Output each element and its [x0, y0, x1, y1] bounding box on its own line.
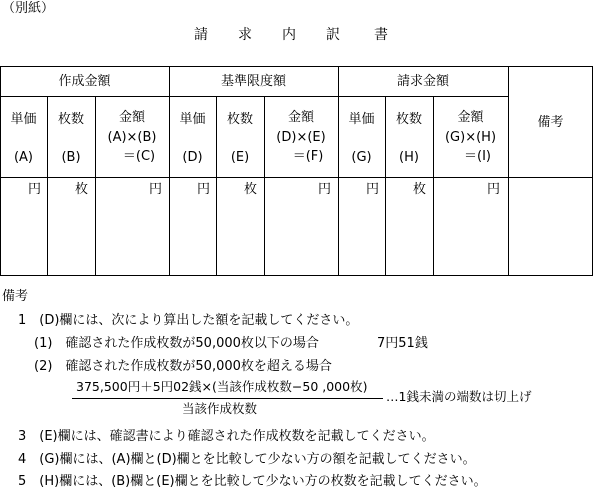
formula-denominator: 当該作成枚数	[182, 401, 258, 416]
formula-F-line2: ＝(F)	[292, 149, 324, 164]
table-rule-group	[0, 96, 508, 97]
group-header-claim-amount: 請求金額	[396, 74, 449, 89]
unit-sheets: 枚	[75, 182, 89, 197]
table-col-divider	[338, 66, 339, 276]
unit-yen: 円	[366, 182, 380, 197]
unit-yen: 円	[487, 182, 501, 197]
formula-C-line2: ＝(C)	[122, 149, 156, 164]
amount-header: 金額	[287, 110, 314, 125]
unit-yen: 円	[28, 182, 42, 197]
note-item-3: 3 (E)欄には、確認書により確認された作成枚数を記載してください。	[18, 429, 435, 444]
table-border-left	[0, 66, 1, 276]
label-A: (A)	[13, 150, 34, 165]
unit-sheets: 枚	[413, 182, 427, 197]
count-header: 枚数	[226, 112, 253, 127]
note-item-4: 4 (G)欄には、(A)欄と(D)欄とを比較して少ない方の額を記載してください。	[18, 452, 476, 467]
title-char-3: 内	[282, 27, 296, 43]
count-header: 枚数	[395, 112, 422, 127]
label-D: (D)	[182, 150, 203, 165]
formula-F-line1: (D)×(E)	[276, 130, 326, 145]
group-header-standard-limit: 基準限度額	[220, 74, 286, 89]
formula-fraction-bar	[72, 398, 383, 399]
formula-C-line1: (A)×(B)	[107, 130, 157, 145]
table-rule-header	[0, 177, 593, 178]
formula-rounding-note: …1銭未満の端数は切上げ	[386, 389, 532, 404]
note-item-1-sub-1: (1) 確認された作成枚数が50,000枚以下の場合	[34, 336, 319, 351]
unit-yen: 円	[318, 182, 332, 197]
title-char-5: 書	[374, 27, 388, 43]
formula-numerator: 375,500円＋5円02銭×(当該作成枚数−50 ,000枚)	[76, 379, 368, 394]
group-header-created-amount: 作成金額	[58, 74, 111, 89]
unit-price-header: 単価	[348, 112, 375, 127]
note-item-1-sub-2: (2) 確認された作成枚数が50,000枚を超える場合	[34, 359, 332, 374]
unit-yen: 円	[197, 182, 211, 197]
note-item-1-sub-1-value: 7円51銭	[377, 336, 428, 351]
amount-header: 金額	[457, 110, 484, 125]
label-G: (G)	[351, 150, 372, 165]
unit-price-header: 単価	[10, 112, 37, 127]
formula-I-line2: ＝(I)	[464, 149, 491, 164]
table-col-divider	[169, 66, 170, 276]
amount-header: 金額	[118, 110, 145, 125]
title-char-2: 求	[238, 27, 252, 43]
note-item-1: 1 (D)欄には、次により算出した額を記載してください。	[18, 313, 359, 328]
count-header: 枚数	[57, 112, 84, 127]
note-item-5: 5 (H)欄には、(B)欄と(E)欄とを比較して少ない方の枚数を記載してください。	[18, 474, 487, 489]
attachment-label: （別紙）	[2, 1, 55, 16]
table-col-divider	[508, 66, 509, 276]
table-border-bottom	[0, 275, 593, 276]
unit-sheets: 枚	[244, 182, 258, 197]
remarks-header: 備考	[537, 115, 564, 130]
table-border-top	[0, 66, 593, 67]
notes-heading: 備考	[2, 289, 29, 304]
formula-I-line1: (G)×(H)	[444, 130, 497, 145]
label-B: (B)	[61, 150, 81, 165]
unit-price-header: 単価	[179, 112, 206, 127]
title-char-1: 請	[194, 27, 208, 43]
unit-yen: 円	[149, 182, 163, 197]
title-char-4: 訳	[326, 27, 340, 43]
label-H: (H)	[399, 150, 419, 165]
label-E: (E)	[230, 150, 250, 165]
